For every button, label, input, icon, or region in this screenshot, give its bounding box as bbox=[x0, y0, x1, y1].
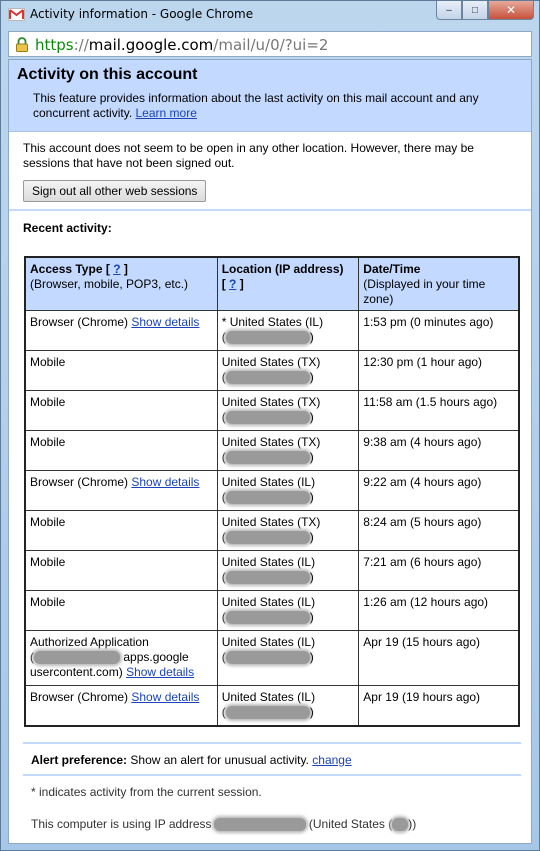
location-cell: United States (IL) bbox=[221, 475, 316, 489]
lock-icon bbox=[15, 37, 29, 52]
page-content bbox=[8, 59, 532, 844]
show-details-link[interactable]: Show details bbox=[131, 315, 200, 329]
window-controls bbox=[436, 1, 534, 20]
location-cell: United States (IL) bbox=[221, 595, 316, 609]
datetime-subtext: (Displayed in your time zone) bbox=[363, 277, 486, 306]
ip-country: (United States ( bbox=[308, 817, 393, 831]
redacted-app-id bbox=[34, 651, 120, 664]
url-scheme: https bbox=[35, 36, 74, 54]
table-row: Mobile United States (IL) ( ) 7:21 am (6 hours ago) bbox=[25, 551, 519, 591]
divider bbox=[9, 209, 531, 211]
access-cell: Browser (Chrome) bbox=[30, 315, 129, 329]
access-type-subtext: (Browser, mobile, POP3, etc.) bbox=[30, 277, 189, 291]
table-row: Browser (Chrome) Show details * United States (IL) ( ) 1:53 pm (0 minutes ago) bbox=[25, 311, 519, 351]
status-text: This account does not seem to be open in any other location. However, there may be sessions that have not been signed out. bbox=[23, 141, 474, 170]
datetime-cell: 11:58 am (1.5 hours ago) bbox=[359, 391, 519, 431]
access-cell: Mobile bbox=[25, 511, 217, 551]
datetime-cell: Apr 19 (19 hours ago) bbox=[359, 686, 519, 726]
location-cell: United States (TX) bbox=[221, 515, 321, 529]
datetime-cell: 9:22 am (4 hours ago) bbox=[359, 471, 519, 511]
datetime-cell: Apr 19 (15 hours ago) bbox=[359, 631, 519, 686]
gmail-icon bbox=[8, 8, 25, 21]
datetime-cell: 1:53 pm (0 minutes ago) bbox=[359, 311, 519, 351]
access-cell: Mobile bbox=[25, 591, 217, 631]
access-cell: Browser (Chrome) bbox=[30, 690, 129, 704]
redacted-ip bbox=[226, 451, 310, 464]
location-cell: United States (TX) bbox=[221, 395, 321, 409]
location-cell: United States (IL) bbox=[221, 555, 316, 569]
redacted-region bbox=[392, 818, 408, 831]
maximize-button[interactable]: □ bbox=[462, 1, 488, 20]
header-location: Location (IP address) [ ? ] bbox=[217, 257, 359, 311]
access-type-help-link[interactable]: ? bbox=[113, 262, 121, 276]
activity-header bbox=[9, 60, 531, 132]
location-cell: United States (IL) bbox=[221, 690, 316, 704]
redacted-ip bbox=[226, 331, 310, 344]
datetime-cell: 8:24 am (5 hours ago) bbox=[359, 511, 519, 551]
datetime-cell: 1:26 am (12 hours ago) bbox=[359, 591, 519, 631]
redacted-ip bbox=[226, 611, 310, 624]
alert-text: Show an alert for unusual activity. bbox=[130, 753, 309, 767]
app-domain-part-2: usercontent.com) bbox=[30, 665, 123, 679]
access-cell: Browser (Chrome) bbox=[30, 475, 129, 489]
url-host: mail.google.com bbox=[88, 36, 214, 54]
minimize-button[interactable]: – bbox=[436, 1, 462, 20]
alert-preference bbox=[23, 742, 521, 776]
table-row: Mobile United States (TX) ( ) 9:38 am (4 hours ago) bbox=[25, 431, 519, 471]
location-heading: Location (IP address) bbox=[221, 262, 344, 276]
url-separator: :// bbox=[73, 36, 89, 54]
location-help-link[interactable]: ? bbox=[229, 277, 237, 291]
ip-prefix: This computer is using IP address bbox=[31, 817, 212, 831]
access-cell: Mobile bbox=[25, 551, 217, 591]
header-datetime bbox=[359, 257, 519, 311]
redacted-ip bbox=[214, 818, 306, 831]
close-button[interactable]: ✕ bbox=[488, 1, 534, 20]
table-row: Mobile United States (TX) ( ) 11:58 am (1.5 hours ago) bbox=[25, 391, 519, 431]
redacted-ip bbox=[226, 371, 310, 384]
table-row: Mobile United States (TX) ( ) 12:30 pm (1 hour ago) bbox=[25, 351, 519, 391]
activity-table bbox=[24, 256, 520, 727]
page-title: Activity on this account bbox=[17, 66, 198, 83]
sign-out-sessions-button[interactable]: Sign out all other web sessions bbox=[23, 180, 206, 202]
address-bar[interactable] bbox=[8, 31, 532, 57]
datetime-cell: 9:38 am (4 hours ago) bbox=[359, 431, 519, 471]
datetime-cell: 7:21 am (6 hours ago) bbox=[359, 551, 519, 591]
access-type-heading: Access Type bbox=[30, 262, 103, 276]
table-row: Authorized Application ( apps.google usercontent.com) Show details United States (IL) ( ) Apr 19 (15 hours ago) bbox=[25, 631, 519, 686]
access-cell: Mobile bbox=[25, 391, 217, 431]
alert-label: Alert preference: bbox=[31, 753, 128, 767]
redacted-ip bbox=[226, 651, 310, 664]
datetime-heading: Date/Time bbox=[363, 262, 421, 276]
access-cell: Mobile bbox=[25, 431, 217, 471]
access-cell: Mobile bbox=[25, 351, 217, 391]
ip-suffix: )) bbox=[408, 817, 417, 831]
current-session-note: * indicates activity from the current session. bbox=[31, 785, 262, 799]
table-row: Mobile United States (TX) ( ) 8:24 am (5 hours ago) bbox=[25, 511, 519, 551]
recent-activity-label: Recent activity: bbox=[23, 221, 112, 235]
url-text[interactable] bbox=[35, 36, 328, 54]
url-path: /mail/u/0/?ui=2 bbox=[213, 36, 329, 54]
show-details-link[interactable]: Show details bbox=[131, 475, 200, 489]
window-title: Activity information - Google Chrome bbox=[30, 7, 254, 21]
header-access-type: Access Type [ ? ] (Browser, mobile, POP3, etc.) bbox=[25, 257, 217, 311]
app-domain-part-1: apps.google bbox=[123, 650, 189, 664]
show-details-link[interactable]: Show details bbox=[126, 665, 195, 679]
description-text: This feature provides information about the last activity on this mail account and any concurrent activity. bbox=[33, 91, 479, 120]
redacted-ip bbox=[226, 571, 310, 584]
learn-more-link[interactable]: Learn more bbox=[135, 106, 197, 120]
redacted-ip bbox=[226, 411, 310, 424]
show-details-link[interactable]: Show details bbox=[131, 690, 200, 704]
table-row: Mobile United States (IL) ( ) 1:26 am (12 hours ago) bbox=[25, 591, 519, 631]
header-description bbox=[17, 91, 523, 121]
redacted-ip bbox=[226, 531, 310, 544]
access-cell: Authorized Application bbox=[30, 635, 149, 649]
location-cell: United States (IL) bbox=[221, 635, 316, 649]
table-row: Browser (Chrome) Show details United States (IL) ( ) 9:22 am (4 hours ago) bbox=[25, 471, 519, 511]
table-row: Browser (Chrome) Show details United States (IL) ( ) Apr 19 (19 hours ago) bbox=[25, 686, 519, 726]
datetime-cell: 12:30 pm (1 hour ago) bbox=[359, 351, 519, 391]
redacted-ip bbox=[226, 491, 310, 504]
table-header-row bbox=[25, 257, 519, 311]
title-bar[interactable] bbox=[1, 1, 539, 31]
change-alert-link[interactable]: change bbox=[312, 753, 352, 767]
location-cell: United States (TX) bbox=[221, 355, 321, 369]
current-ip-info bbox=[31, 817, 416, 831]
location-cell: United States (TX) bbox=[221, 435, 321, 449]
redacted-ip bbox=[226, 706, 310, 719]
location-cell: * United States (IL) bbox=[221, 315, 324, 329]
